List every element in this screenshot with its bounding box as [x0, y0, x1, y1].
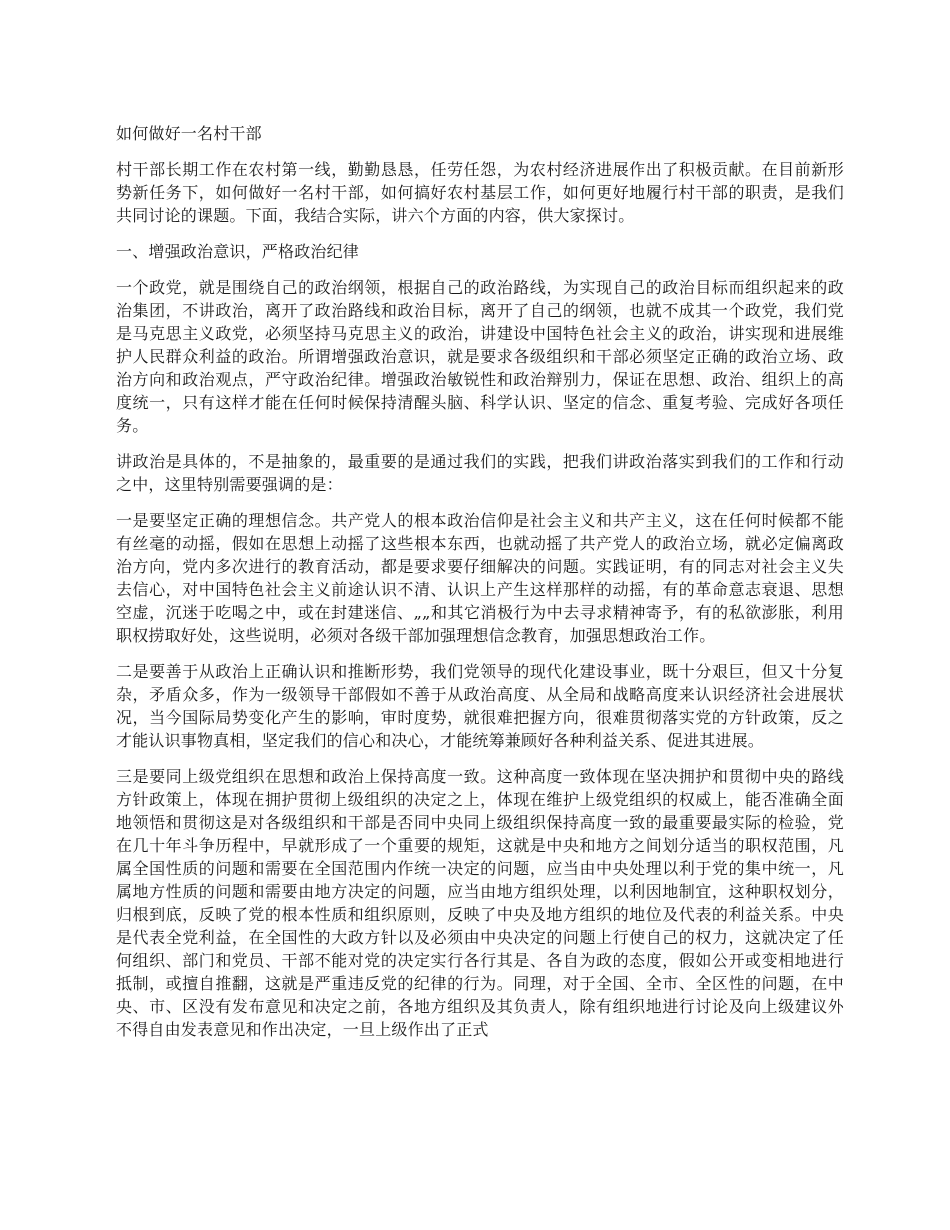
document-page	[116, 122, 844, 1054]
paragraph-political-party: 一个政党，就是围绕自己的政治纲领，根据自己的政治路线，为实现自己的政治目标而组织起来的政治集团，不讲政治，离开了政治路线和政治目标，离开了自己的纲领，也就不成其一个政党，我们党是马克思主义政党，必须坚持马克思主义的政治，讲建设中国特色社会主义的政治，讲实现和进展维护人民群众利益的政治。所谓增强政治意识，就是要求各级组织和干部必须坚定正确的政治立场、政治方向和政治观点，严守政治纪律。增强政治敏锐性和政治辩别力，保证在思想、政治、组织上的高度统一，只有这样才能在任何时候保持清醒头脑、科学认识、坚定的信念、重复考验、完成好各项任务。	[116, 278, 844, 435]
paragraph-point-three: 三是要同上级党组织在思想和政治上保持高度一致。这种高度一致体现在坚决拥护和贯彻中央的路线方针政策上，体现在拥护贯彻上级组织的决定之上，体现在维护上级党组织的权威上，能否准确全面地领悟和贯彻这是对各级组织和干部是否同中央同上级组织保持高度一致的最重要最实际的检验，党在几十年斗争历程中，早就形成了一个重要的规矩，这就是中央和地方之间划分适当的职权范围，凡属全国性质的问题和需要在全国范围内作统一决定的问题，应当由中央处理以利于党的集中统一，凡属地方性质的问题和需要由地方决定的问题，应当由地方组织处理，以利因地制宜，这种职权划分，归根到底，反映了党的根本性质和组织原则，反映了中央及地方组织的地位及代表的利益关系。中央是代表全党利益，在全国性的大政方针以及必须由中央决定的问题上行使自己的权力，这就决定了任何组织、部门和党员、干部不能对党的决定实行各行其是、各自为政的态度，假如公开或变相地进行抵制，或擅自推翻，这就是严重违反党的纪律的行为。同理，对于全国、全市、全区性的问题，在中央、市、区没有发布意见和决定之前，各地方组织及其负责人，除有组织地进行讨论及向上级建议外不得自由发表意见和作出决定，一旦上级作出了正式	[116, 767, 844, 1039]
paragraph-point-one: 一是要坚定正确的理想信念。共产党人的根本政治信仰是社会主义和共产主义，这在任何时候都不能有丝毫的动摇，假如在思想上动摇了这些根本东西，也就动摇了共产党人的政治立场，就必定偏离政治方向，党内多次进行的教育活动，都是要求要仔细解决的问题。实践证明，有的同志对社会主义失去信心，对中国特色社会主义前途认识不清、认识上产生这样那样的动摇，有的革命意志衰退、思想空虚，沉迷于吃喝之中，或在封建迷信、„„和其它消极行为中去寻求精神寄予，有的私欲澎胀，利用职权捞取好处，这些说明，必须对各级干部加强理想信念教育，加强思想政治工作。	[116, 511, 844, 645]
intro-paragraph: 村干部长期工作在农村第一线，勤勤恳恳，任劳任怨，为农村经济进展作出了积极贡献。在目前新形势新任务下，如何做好一名村干部，如何搞好农村基层工作，如何更好地履行村干部的职责，是我们共同讨论的课题。下面，我结合实际，讲六个方面的内容，供大家探讨。	[116, 160, 844, 225]
section-heading-1: 一、增强政治意识，严格政治纪律	[116, 242, 360, 261]
paragraph-point-two: 二是要善于从政治上正确认识和推断形势，我们党领导的现代化建设事业，既十分艰巨，但又十分复杂，矛盾众多，作为一级领导干部假如不善于从政治高度、从全局和战略高度来认识经济社会进展状况，当今国际局势变化产生的影响，审时度势，就很难把握方向，很难贯彻落实党的方针政策，反之才能认识事物真相，坚定我们的信心和决心，才能统筹兼顾好各种利益关系、促进其进展。	[116, 662, 844, 750]
paragraph-politics-concrete: 讲政治是具体的，不是抽象的，最重要的是通过我们的实践，把我们讲政治落实到我们的工作和行动之中，这里特别需要强调的是：	[116, 452, 844, 494]
document-title: 如何做好一名村干部	[116, 124, 262, 143]
